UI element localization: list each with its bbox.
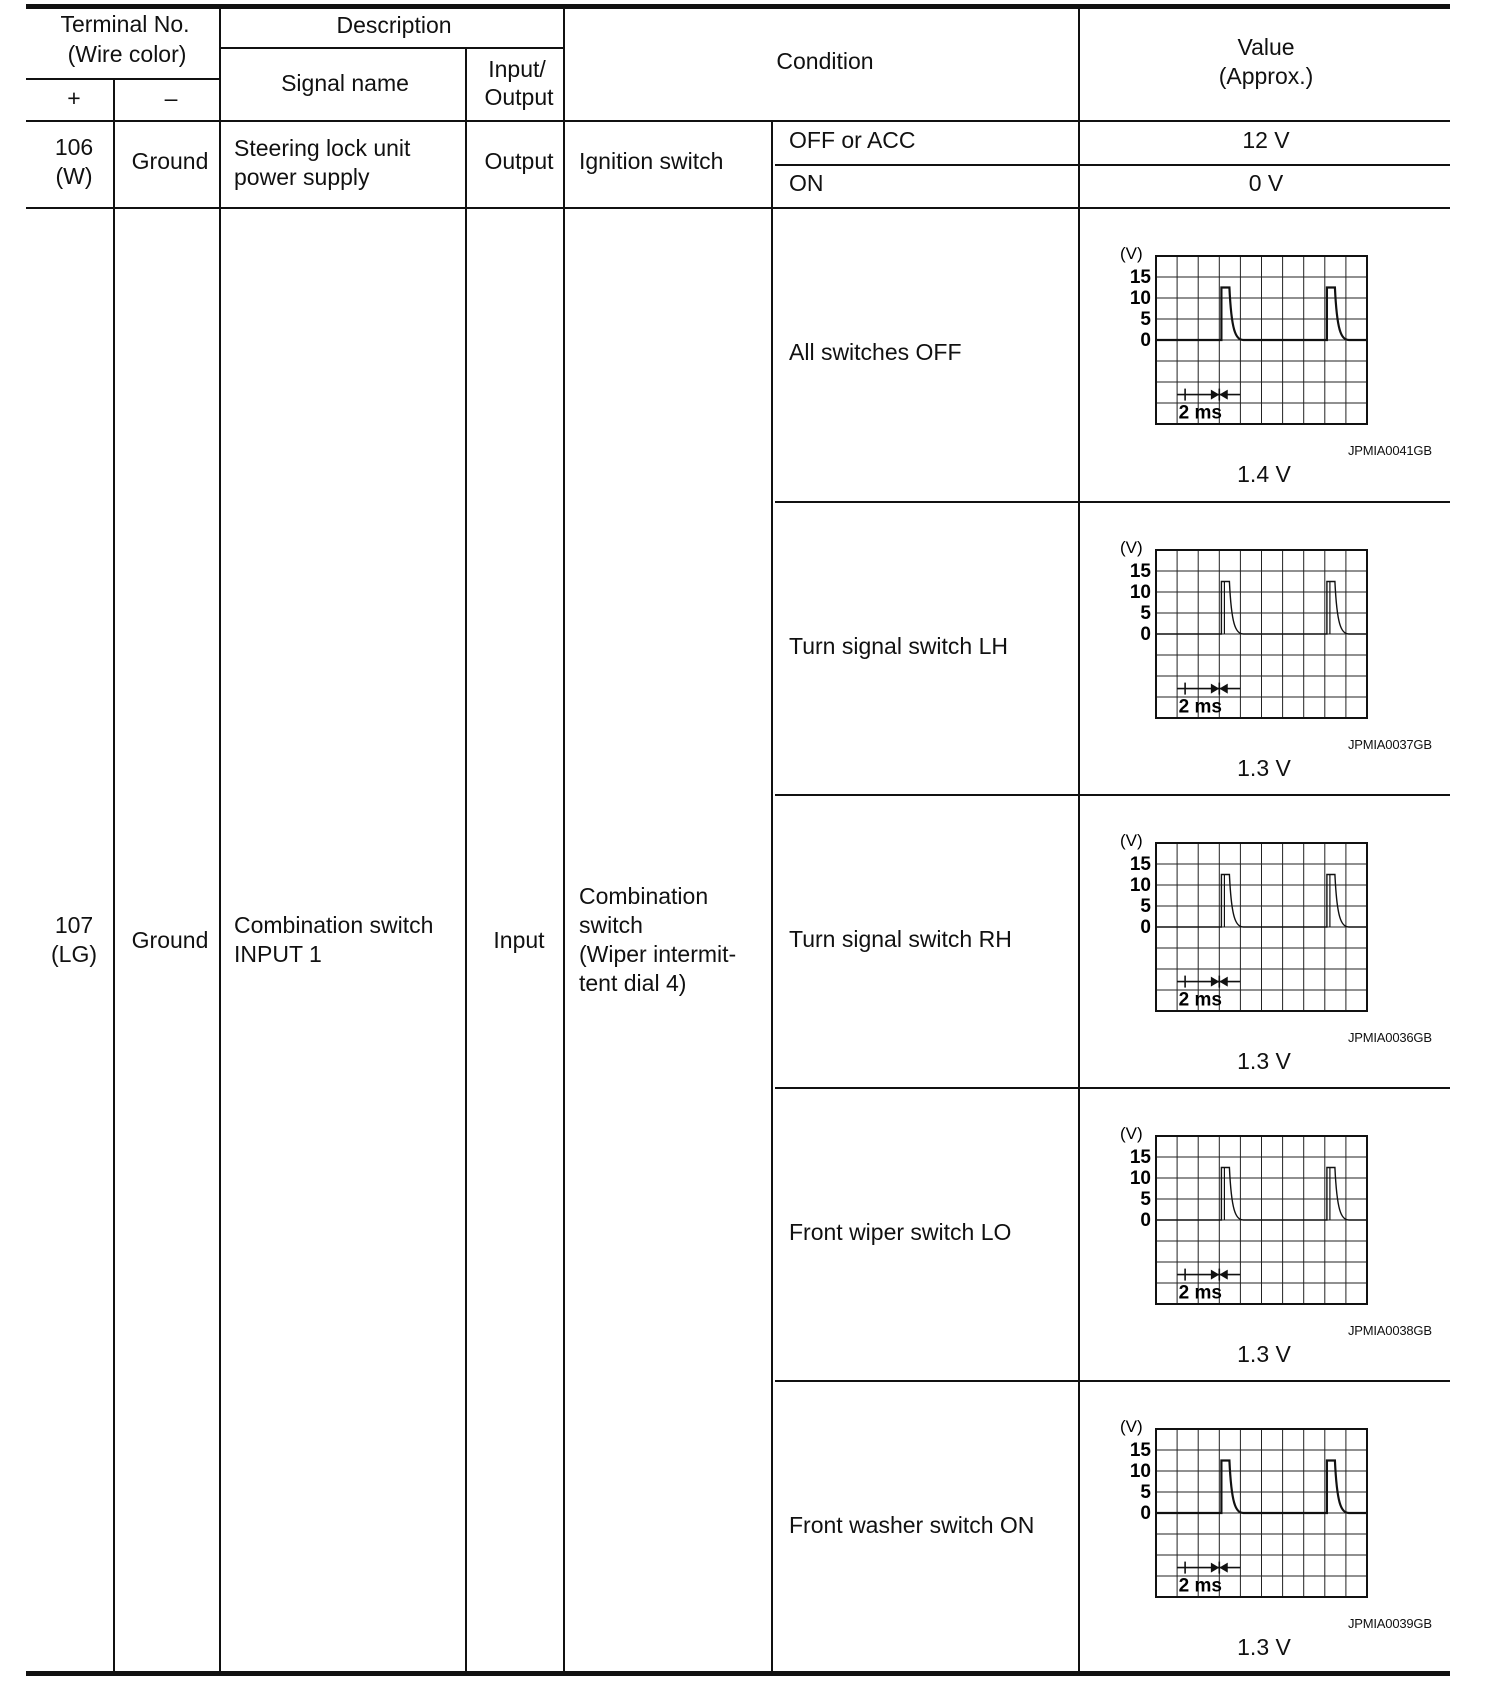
header-io-line1: Input/	[488, 56, 546, 82]
y-axis-unit: (V)	[1120, 1417, 1143, 1436]
rule-106-sub	[775, 164, 1450, 166]
time-scale-label: 2 ms	[1178, 1575, 1222, 1597]
voltage-value: 1.3 V	[1237, 1341, 1291, 1367]
figure-id: JPMIA0038GB	[1348, 1323, 1432, 1338]
condition-107-line4: tent dial 4)	[579, 970, 687, 996]
rule-107-sub-1	[775, 501, 1450, 503]
rule-107-sub-4	[775, 1380, 1450, 1382]
oscilloscope-waveform	[1116, 831, 1366, 1034]
oscilloscope-waveform	[1116, 244, 1366, 447]
rule-terminal	[26, 78, 219, 80]
header-wire-color: (Wire color)	[67, 41, 187, 67]
rule-v-terminal	[219, 4, 221, 1673]
oscilloscope-waveform	[1116, 538, 1366, 741]
y-tick-label: 5	[1140, 1189, 1151, 1210]
ground-106: Ground	[131, 148, 209, 174]
ground-107: Ground	[131, 927, 209, 953]
header-condition: Condition	[776, 48, 874, 74]
scope-panel	[1116, 244, 1366, 447]
time-scale-label: 2 ms	[1178, 402, 1222, 424]
y-tick-label: 15	[1129, 1440, 1151, 1461]
voltage-value: 1.3 V	[1237, 1048, 1291, 1074]
scope-panel	[1116, 538, 1366, 741]
y-tick-label: 10	[1129, 1461, 1151, 1482]
terminal-106: 106	[54, 134, 94, 160]
y-axis-unit: (V)	[1120, 244, 1143, 263]
value-106-on: 0 V	[1248, 170, 1284, 196]
y-tick-label: 0	[1140, 624, 1151, 645]
voltage-value: 1.4 V	[1237, 461, 1291, 487]
figure-id: JPMIA0041GB	[1348, 443, 1432, 458]
value-106-off-acc: 12 V	[1242, 127, 1290, 153]
rule-header-bottom	[26, 120, 1450, 122]
rule-106-bottom	[26, 207, 1450, 209]
figure-id: JPMIA0039GB	[1348, 1616, 1432, 1631]
condition-turn-signal-rh: Turn signal switch RH	[789, 926, 1012, 952]
terminal-table	[26, 0, 1450, 1702]
signal-107-line1: Combination switch	[234, 912, 434, 938]
header-minus: –	[164, 85, 178, 111]
scope-panel	[1116, 1417, 1366, 1620]
y-axis-unit: (V)	[1120, 538, 1143, 557]
oscilloscope-waveform	[1116, 1124, 1366, 1327]
rule-v-condition	[771, 120, 773, 1673]
rule-107-sub-3	[775, 1087, 1450, 1089]
y-tick-label: 5	[1140, 309, 1151, 330]
y-axis-unit: (V)	[1120, 1124, 1143, 1143]
y-tick-label: 5	[1140, 1482, 1151, 1503]
condition-turn-signal-lh: Turn signal switch LH	[789, 633, 1009, 659]
y-tick-label: 5	[1140, 896, 1151, 917]
signal-106-line2: power supply	[234, 164, 370, 190]
condition-107-line3: (Wiper intermit-	[579, 941, 737, 967]
condition-all-switches-off: All switches OFF	[789, 339, 962, 365]
y-tick-label: 15	[1129, 1147, 1151, 1168]
voltage-value: 1.3 V	[1237, 755, 1291, 781]
y-tick-label: 10	[1129, 288, 1151, 309]
rule-v-io	[563, 4, 565, 1673]
y-tick-label: 15	[1129, 267, 1151, 288]
time-scale-label: 2 ms	[1178, 1282, 1222, 1304]
y-tick-label: 0	[1140, 330, 1151, 351]
figure-id: JPMIA0036GB	[1348, 1030, 1432, 1045]
condition-106: Ignition switch	[579, 148, 724, 174]
oscilloscope-waveform	[1116, 1417, 1366, 1620]
y-tick-label: 10	[1129, 875, 1151, 896]
y-tick-label: 10	[1129, 1168, 1151, 1189]
terminal-107: 107	[54, 912, 94, 938]
scope-panel	[1116, 1124, 1366, 1327]
wire-color-107: (LG)	[51, 941, 97, 967]
rule-v-plus	[113, 78, 115, 1673]
y-tick-label: 0	[1140, 1503, 1151, 1524]
rule-107-sub-2	[775, 794, 1450, 796]
condition-107-line2: switch	[579, 912, 643, 938]
io-106: Output	[484, 148, 554, 174]
condition-front-washer-on: Front washer switch ON	[789, 1512, 1035, 1538]
header-signal-name: Signal name	[281, 70, 409, 96]
table-top-border	[26, 4, 1450, 9]
rule-v-value	[1078, 4, 1080, 1673]
y-tick-label: 5	[1140, 603, 1151, 624]
time-scale-label: 2 ms	[1178, 989, 1222, 1011]
y-tick-label: 10	[1129, 582, 1151, 603]
y-tick-label: 15	[1129, 561, 1151, 582]
io-107: Input	[493, 927, 545, 953]
condition-107-line1: Combination	[579, 883, 709, 909]
header-io-line2: Output	[484, 84, 554, 110]
wire-color-106: (W)	[55, 163, 93, 189]
signal-107-line2: INPUT 1	[234, 941, 322, 967]
scope-panel	[1116, 831, 1366, 1034]
y-tick-label: 0	[1140, 917, 1151, 938]
signal-106-line1: Steering lock unit	[234, 135, 411, 161]
condition-106-off-acc: OFF or ACC	[789, 127, 916, 153]
condition-front-wiper-lo: Front wiper switch LO	[789, 1219, 1012, 1245]
y-axis-unit: (V)	[1120, 831, 1143, 850]
rule-v-signal	[465, 47, 467, 1673]
header-value-line1: Value	[1237, 34, 1295, 60]
y-tick-label: 15	[1129, 854, 1151, 875]
header-plus: +	[67, 85, 81, 111]
y-tick-label: 0	[1140, 1210, 1151, 1231]
header-terminal-no: Terminal No.	[60, 11, 190, 37]
table-bottom-border	[26, 1671, 1450, 1676]
condition-106-on: ON	[789, 170, 824, 196]
figure-id: JPMIA0037GB	[1348, 737, 1432, 752]
time-scale-label: 2 ms	[1178, 696, 1222, 718]
voltage-value: 1.3 V	[1237, 1634, 1291, 1660]
rule-description	[219, 47, 565, 49]
header-description: Description	[336, 12, 452, 38]
header-value-line2: (Approx.)	[1218, 63, 1314, 89]
